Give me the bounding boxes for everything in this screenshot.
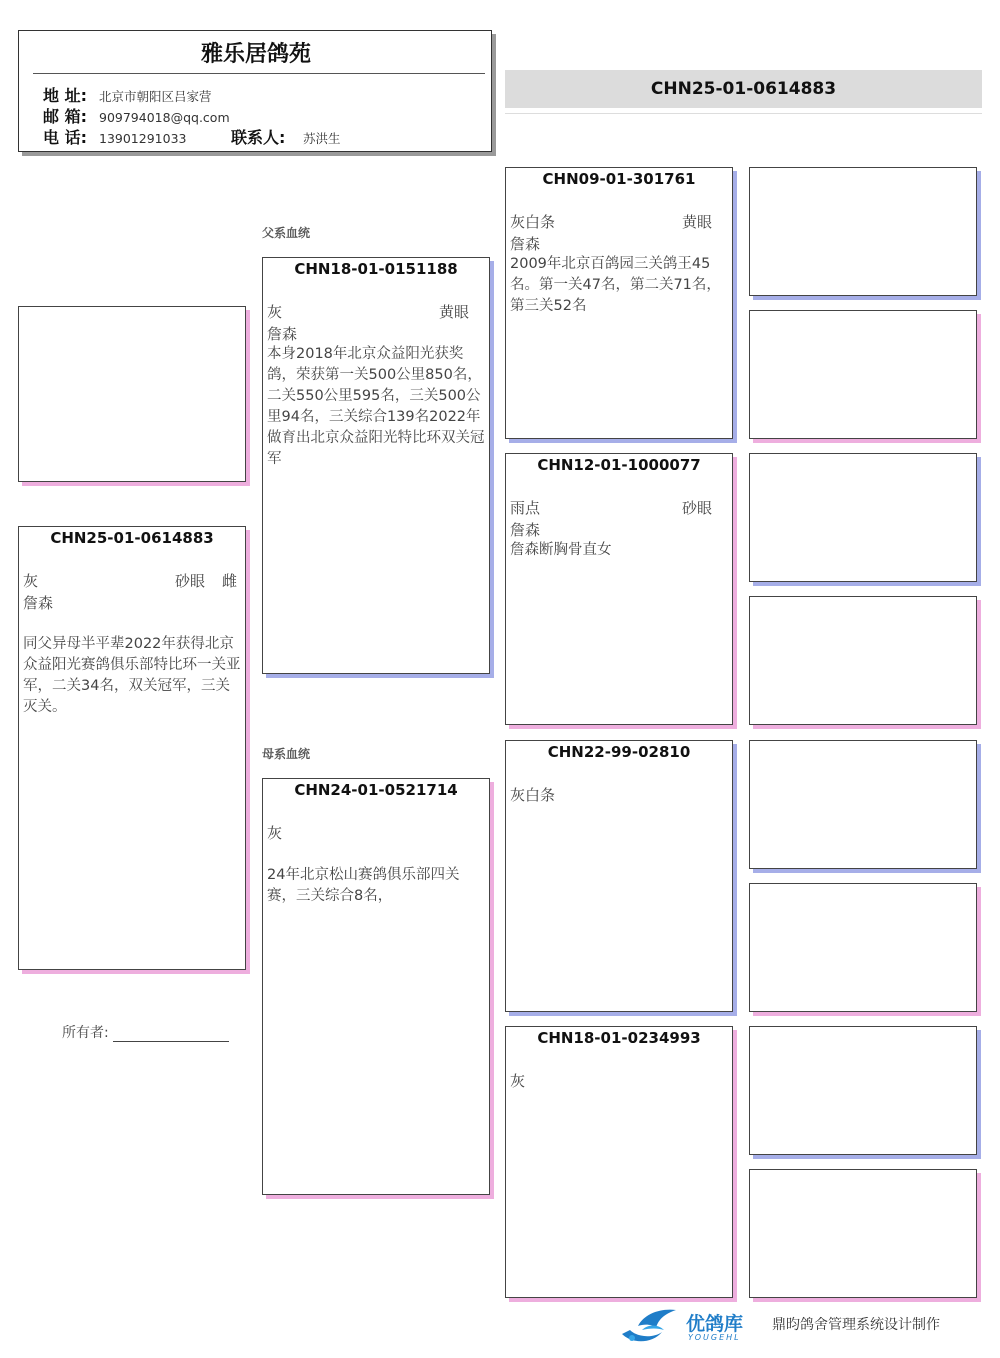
subject-ring: CHN25-01-0614883 (50, 529, 214, 547)
sire-box (262, 257, 490, 674)
owner-label: 所有者: (62, 1025, 109, 1041)
sire-sire-strain: 詹森 (510, 235, 541, 253)
contact-label: 联系人: (231, 128, 286, 147)
header-divider (33, 73, 485, 74)
dam-box (262, 778, 490, 1195)
logo-name: 优鸽库 (686, 1313, 744, 1335)
great-grandparent-box (749, 310, 977, 439)
subject-traits (23, 570, 239, 592)
great-grandparent-box (749, 453, 977, 582)
sire-sire-note: 2009年北京百鸽园三关鸽王45名。第一关47名，第二关71名，第三关52名 (510, 256, 721, 314)
owner-row (62, 1022, 229, 1042)
sire-sire-ring: CHN09-01-301761 (542, 170, 696, 188)
address-label: 地 址: (43, 86, 87, 105)
great-grandparent-box (749, 167, 977, 296)
great-grandparent-box (749, 1026, 977, 1155)
dam-dam-ring: CHN18-01-0234993 (537, 1029, 701, 1047)
dam-dam-color: 灰 (510, 1072, 526, 1090)
sire-eye: 黄眼 (438, 303, 469, 321)
great-grandparent-box (749, 740, 977, 869)
sire-ring: CHN18-01-0151188 (294, 260, 458, 278)
sire-strain: 詹森 (267, 325, 298, 343)
address-value: 北京市朝阳区吕家营 (99, 89, 212, 104)
sire-sire-eye: 黄眼 (681, 213, 712, 231)
photo-box (18, 306, 246, 482)
sire-dam-note: 詹森断胸骨直女 (510, 542, 612, 558)
title-divider (505, 113, 982, 114)
dam-dam-box (505, 1026, 733, 1298)
sire-sire-color: 灰白条 (510, 213, 556, 231)
footer-credit: 鼎昀鸽舍管理系统设计制作 (772, 1317, 940, 1333)
contact-value: 苏洪生 (303, 131, 341, 146)
sire-sire-box (505, 167, 733, 439)
dam-sire-box (505, 740, 733, 1012)
pedigree-title-ring: CHN25-01-0614883 (505, 70, 982, 108)
subject-color: 灰 (23, 572, 39, 590)
email-label: 邮 箱: (43, 107, 87, 126)
dam-sire-color: 灰白条 (510, 786, 556, 804)
sire-dam-ring: CHN12-01-1000077 (537, 456, 701, 474)
phone-value: 13901291033 (99, 131, 187, 146)
sire-color: 灰 (267, 303, 283, 321)
sire-dam-traits (510, 497, 726, 519)
dam-note: 24年北京松山赛鸽俱乐部四关赛，三关综合8名， (267, 867, 460, 904)
subject-eye: 砂眼 (174, 572, 205, 590)
loft-name: 雅乐居鸽苑 (200, 42, 311, 67)
owner-signature-line (113, 1027, 229, 1042)
sire-dam-box (505, 453, 733, 725)
logo-english-name: YOUGEHL (688, 1333, 741, 1342)
loft-info-card (18, 30, 492, 152)
sire-line-label: 父系血统 (262, 226, 311, 240)
address-row (43, 83, 212, 103)
dam-ring: CHN24-01-0521714 (294, 781, 458, 799)
great-grandparent-box (749, 596, 977, 725)
sire-dam-color: 雨点 (510, 499, 541, 517)
phone-row (43, 125, 186, 145)
phone-label: 电 话: (43, 128, 87, 147)
subject-note: 同父异母半平辈2022年获得北京众益阳光赛鸽俱乐部特比环一关亚军，二关34名，双关冠军，三关灭关。 (23, 636, 241, 715)
dam-sire-ring: CHN22-99-02810 (547, 743, 691, 761)
sire-dam-eye: 砂眼 (681, 499, 712, 517)
subject-sex: 雌 (221, 572, 237, 590)
sire-traits (267, 301, 483, 323)
subject-strain: 詹森 (23, 594, 54, 612)
dam-line-label: 母系血统 (262, 747, 311, 761)
subject-box (18, 526, 246, 970)
email-row (43, 104, 230, 124)
email-value: 909794018@qq.com (99, 110, 230, 125)
great-grandparent-box (749, 1169, 977, 1298)
yougeku-logo-icon (618, 1304, 680, 1346)
dam-color: 灰 (267, 824, 283, 842)
great-grandparent-box (749, 883, 977, 1012)
sire-dam-strain: 詹森 (510, 521, 541, 539)
sire-note: 本身2018年北京众益阳光获奖鸽，荣获第一关500公里850名，二关550公里595名，三关500公里94名，三关综合139名2022年做育出北京众益阳光特比环双关冠军 (267, 346, 485, 467)
sire-sire-traits (510, 211, 726, 233)
